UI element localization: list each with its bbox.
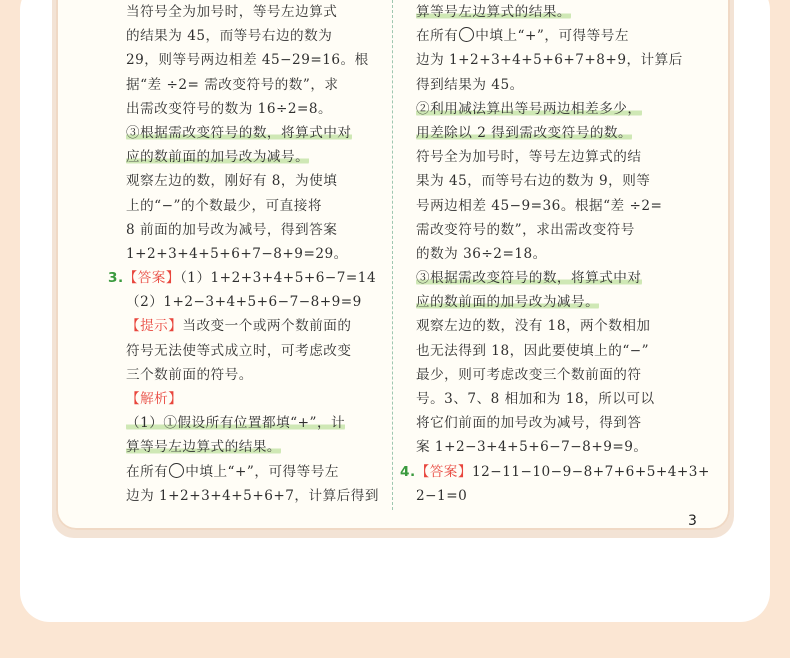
text-line: 上的“−”的个数最少，可直接将 [126, 197, 322, 214]
question-3-answer [70, 266, 385, 290]
text-line: 边为 1+2+3+4+5+6+7，计算后得到 [126, 487, 379, 504]
question-number: 4. [400, 463, 416, 480]
text-fragment: 中填上“+”，可得等号左 [185, 463, 339, 480]
text-line: 号。3、7、8 相加和为 18，所以可以 [416, 391, 655, 407]
hint-tag: 【提示】 [126, 318, 183, 335]
hint-text: 当改变一个或两个数前面的 [182, 318, 352, 335]
text-line: 观察左边的数，刚好有 8，为使填 [126, 173, 338, 190]
analysis-tag: 【解析】 [126, 391, 183, 407]
column-divider [392, 0, 393, 510]
text-line: 的数为 36÷2=18。 [416, 245, 547, 262]
step-heading [416, 290, 678, 314]
text-line: 号两边相差 45−9=36。根据“差 ÷2= [416, 197, 663, 214]
text-line: 边为 1+2+3+4+5+6+7+8+9，计算后 [416, 52, 683, 69]
text-line: 符号无法使等式成立时，可考虑改变 [126, 342, 352, 359]
circle-blank-icon [169, 463, 184, 478]
text-line: 观察左边的数，没有 18，两个数相加 [416, 318, 651, 335]
text-line: 得到结果为 45。 [416, 76, 524, 93]
text-line: 将它们前面的加号改为减号，得到答 [416, 415, 642, 432]
text-fragment: 在所有 [416, 28, 459, 45]
highlight: （1）①假设所有位置都填“+”，计 [126, 415, 346, 432]
highlight: 用差除以 2 得到需改变符号的数。 [416, 124, 633, 141]
answer-tag: 【答案】 [123, 270, 180, 287]
text-line: 2−1=0 [416, 487, 468, 504]
highlight: 算等号左边算式的结果。 [416, 4, 572, 20]
text-line: 三个数前面的符号。 [126, 366, 253, 383]
text-line: 也无法得到 18，因此要使填上的“−” [416, 342, 650, 359]
right-column [400, 0, 710, 508]
text-line: 符号全为加号时，等号左边算式的结 [416, 149, 642, 166]
text-line: （2）1+2−3+4+5+6−7−8+9=9 [126, 294, 362, 311]
analysis-tag-line [70, 387, 385, 411]
step-heading [416, 121, 678, 145]
step-heading [70, 435, 385, 459]
page-number: 3 [688, 513, 697, 529]
text-line: 出需改变符号的数为 16÷2=8。 [126, 100, 333, 117]
step-heading [416, 97, 678, 121]
text-line: 1+2+3+4+5+6+7−8+9=29。 [126, 245, 348, 262]
answer-tag: 【答案】 [415, 463, 472, 480]
text-line: 的结果为 45，而等号右边的数为 [126, 28, 333, 45]
text-line: 需改变符号的数”，求出需改变符号 [416, 221, 635, 238]
text-fragment: 在所有 [126, 463, 169, 480]
step-heading [70, 145, 385, 169]
left-column [70, 0, 385, 508]
highlight: ③根据需改变符号的数，将算式中对 [126, 124, 352, 141]
text-line: 最少，则可考虑改变三个数前面的符 [416, 366, 642, 383]
answer-text: （1）1+2+3+4+5+6−7=14 [180, 270, 377, 287]
answer-text: 12−11−10−9−8+7+6+5+4+3+ [472, 463, 710, 480]
text-line: 据“差 ÷2= 需改变符号的数”，求 [126, 76, 339, 93]
step-heading [70, 121, 385, 145]
text-line [70, 460, 385, 484]
text-line [416, 24, 678, 48]
question-4-answer [400, 460, 710, 484]
text-line: 29，则等号两边相差 45−29=16。根 [126, 52, 369, 69]
highlight: 应的数前面的加号改为减号。 [416, 294, 600, 311]
highlight: ③根据需改变符号的数，将算式中对 [416, 270, 642, 287]
text-line: 案 1+2−3+4+5+6−7−8+9=9。 [416, 439, 648, 456]
highlight: ②利用减法算出等号两边相差多少， [416, 100, 642, 117]
text-line: 果为 45，而等号右边的数为 9，则等 [416, 173, 651, 190]
text-line: 当符号全为加号时，等号左边算式 [126, 4, 338, 20]
highlight: 算等号左边算式的结果。 [126, 439, 282, 456]
step-heading [416, 0, 678, 24]
hint-line [70, 314, 385, 338]
question-number: 3. [108, 270, 124, 287]
text-line: 8 前面的加号改为减号，得到答案 [126, 221, 338, 238]
circle-blank-icon [459, 27, 474, 42]
highlight: 应的数前面的加号改为减号。 [126, 149, 310, 166]
step-heading [70, 411, 385, 435]
step-heading [416, 266, 678, 290]
text-fragment: 中填上“+”，可得等号左 [475, 28, 629, 45]
